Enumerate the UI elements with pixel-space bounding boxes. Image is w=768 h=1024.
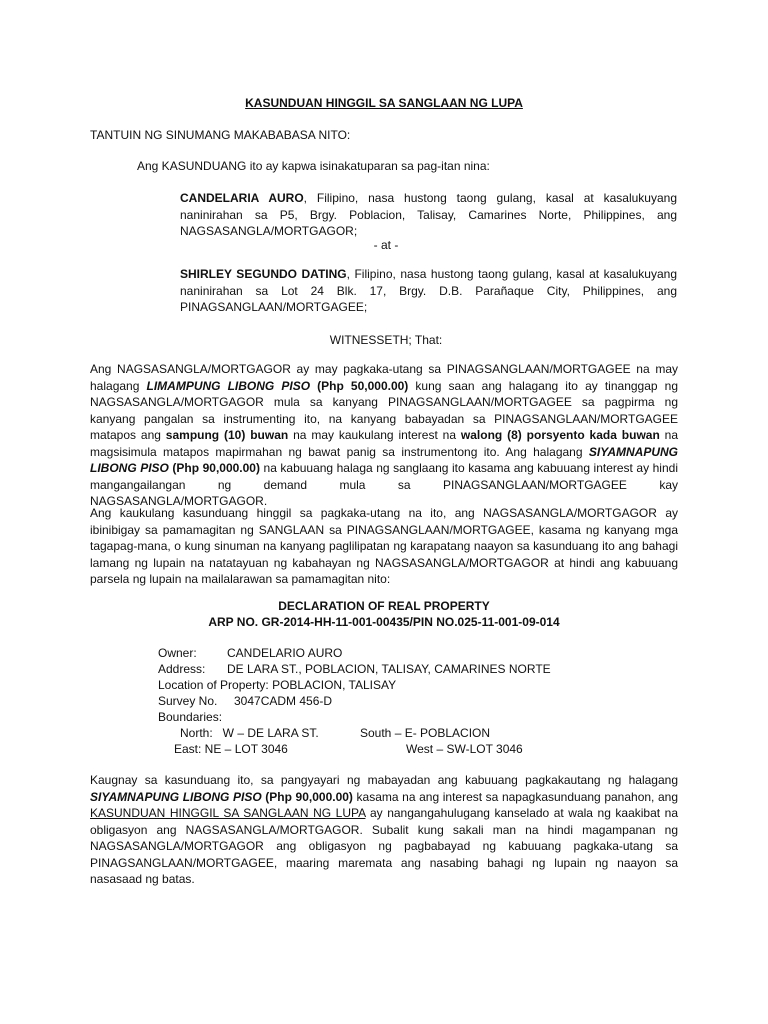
paragraph-3 bbox=[90, 772, 678, 888]
paragraph-2: Ang kaukulang kasunduang hinggil sa pagkaka-utang na ito, ang NAGSASANGLA/MORTGAGOR ay ibinibigay sa pamamagitan ng SANGLAAN sa PINAGSANGLAAN/MORTGAGEE, kasama ng kanyang mga tagapag-mana, o kung sinuman na kanyang paglilipatan ng karapatang naayon sa kasunduang ito ang bahagi lamang ng lupain na natatayuan ng kabahayan ng NAGSASANGLA/MORTGAGOR at hindi ang kabuuang parsela ng lupain na mailalarawan sa pamamagitan nito: bbox=[90, 506, 678, 586]
p3-total-number: (Php 90,000.00) bbox=[261, 789, 353, 804]
owner-row bbox=[158, 645, 342, 662]
p1-amount-number: (Php 50,000.00) bbox=[310, 378, 409, 393]
p1-text-2: kung saan ang halagang ito ay tinanggap ng NAGSASANGLA/MORTGAGOR mula sa kanyang PINAGSANGLAAN/MORTGAGEE sa pagpirma ng kanyang pangalan sa instrumenting ito, na kanyang babayadan sa PINAGSANGLAAN/MORTGAGEE matapos ang bbox=[90, 378, 679, 442]
party2-paragraph bbox=[180, 266, 677, 316]
document-title: KASUNDUAN HINGGIL SA SANGLAAN NG LUPA bbox=[245, 96, 523, 110]
survey-label: Survey No. bbox=[158, 694, 218, 708]
location-row: Location of Property: POBLACION, TALISAY bbox=[158, 678, 397, 692]
p1-interest: walong (8) porsyento kada buwan bbox=[460, 428, 660, 442]
declaration-heading: DECLARATION OF REAL PROPERTY bbox=[278, 599, 490, 613]
arp-number: ARP NO. GR-2014-HH-11-001-00435/PIN NO.025-11-001-09-014 bbox=[208, 615, 560, 629]
party1-name: CANDELARIA AURO bbox=[180, 191, 304, 205]
boundary-south: South – E- POBLACION bbox=[360, 726, 491, 740]
address-row bbox=[158, 661, 551, 678]
p3-text-3: ay nangangahulugang kanselado at wala ng kaakibat na obligasyon ang NAGSASANGLA/MORTGAGOR. Subalit kung sakali man na hindi magampanan ng NAGSASANGLA/MORTGAGOR ang obligasyon ng pagbabayad ng kabuuang pagkaka-utang sa PINAGSANGLAAN/MORTGAGEE, maaring maremata ang nasabing bahagi ng lupain ng naayon sa nasasaad ng batas. bbox=[90, 806, 678, 886]
p1-term: sampung (10) buwan bbox=[165, 428, 289, 442]
p1-amount-words: LIMAMPUNG LIBONG PISO bbox=[146, 378, 311, 393]
p3-total-words: SIYAMNAPUNG LIBONG PISO bbox=[90, 789, 262, 804]
party1-paragraph bbox=[180, 190, 677, 240]
p1-text-5: na kabuuang halaga ng sanglaang ito kasama ang kabuuang interest ay hindi mangangailangan ng demand mula sa PINAGSANGLAAN/MORTGAGEE kay NAGSASANGLA/MORTGAGOR. bbox=[90, 461, 678, 508]
p1-text-3: na may kaukulang interest na bbox=[288, 428, 461, 442]
party2-text: , Filipino, nasa hustong taong gulang, kasal at kasalukuyang naninirahan sa Lot 24 Blk. 17, Brgy. D.B. Parañaque City, Philippines, ang PINAGSANGLAAN/MORTGAGEE; bbox=[180, 267, 677, 314]
party1-text: , Filipino, nasa hustong taong gulang, kasal at kasalukuyang naninirahan sa P5, Brgy. Poblacion, Talisay, Camarines Norte, Philippines, ang NAGSASANGLA/MORTGAGOR; bbox=[180, 191, 677, 238]
witnesseth-heading: WITNESSETH; That: bbox=[329, 333, 443, 347]
p3-text-2: kasama na ang interest sa napagkasunduang panahon, ang bbox=[352, 789, 678, 804]
party2-name: SHIRLEY SEGUNDO DATING bbox=[180, 267, 347, 281]
salutation: TANTUIN NG SINUMANG MAKABABASA NITO: bbox=[90, 128, 351, 142]
boundaries-label: Boundaries: bbox=[158, 710, 223, 724]
p1-text-1: Ang NAGSASANGLA/MORTGAGOR ay may pagkaka-utang sa PINAGSANGLAAN/MORTGAGEE na may halagang bbox=[90, 362, 678, 393]
separator: - at - bbox=[373, 238, 399, 252]
p1-total-number: (Php 90,000.00) bbox=[168, 461, 260, 475]
intro-line: Ang KASUNDUANG ito ay kapwa isinakatuparan sa pag-itan nina: bbox=[137, 159, 490, 173]
address-label: Address: bbox=[158, 662, 206, 676]
boundary-west: West – SW-LOT 3046 bbox=[406, 742, 523, 756]
owner-value: CANDELARIO AURO bbox=[227, 646, 343, 660]
p1-text-4: na magsisimula matapos mapirmahan ng bawat panig sa instrumentong ito. Ang halagang bbox=[90, 428, 679, 459]
paragraph-1 bbox=[90, 361, 678, 510]
boundary-east: East: NE – LOT 3046 bbox=[174, 742, 288, 756]
p3-title-reference: KASUNDUAN HINGGIL SA SANGLAAN NG LUPA bbox=[90, 806, 366, 820]
p3-text-1: Kaugnay sa kasunduang ito, sa pangyayari ng mabayadan ang kabuuang pagkakautang ng halagang bbox=[90, 773, 678, 787]
survey-value: 3047CADM 456-D bbox=[234, 694, 333, 708]
address-value: DE LARA ST., POBLACION, TALISAY, CAMARINES NORTE bbox=[227, 662, 551, 676]
owner-label: Owner: bbox=[158, 646, 197, 660]
boundary-north: North: W – DE LARA ST. bbox=[180, 726, 319, 740]
p1-total-words: SIYAMNAPUNG LIBONG PISO bbox=[90, 444, 678, 475]
survey-row bbox=[158, 693, 332, 710]
